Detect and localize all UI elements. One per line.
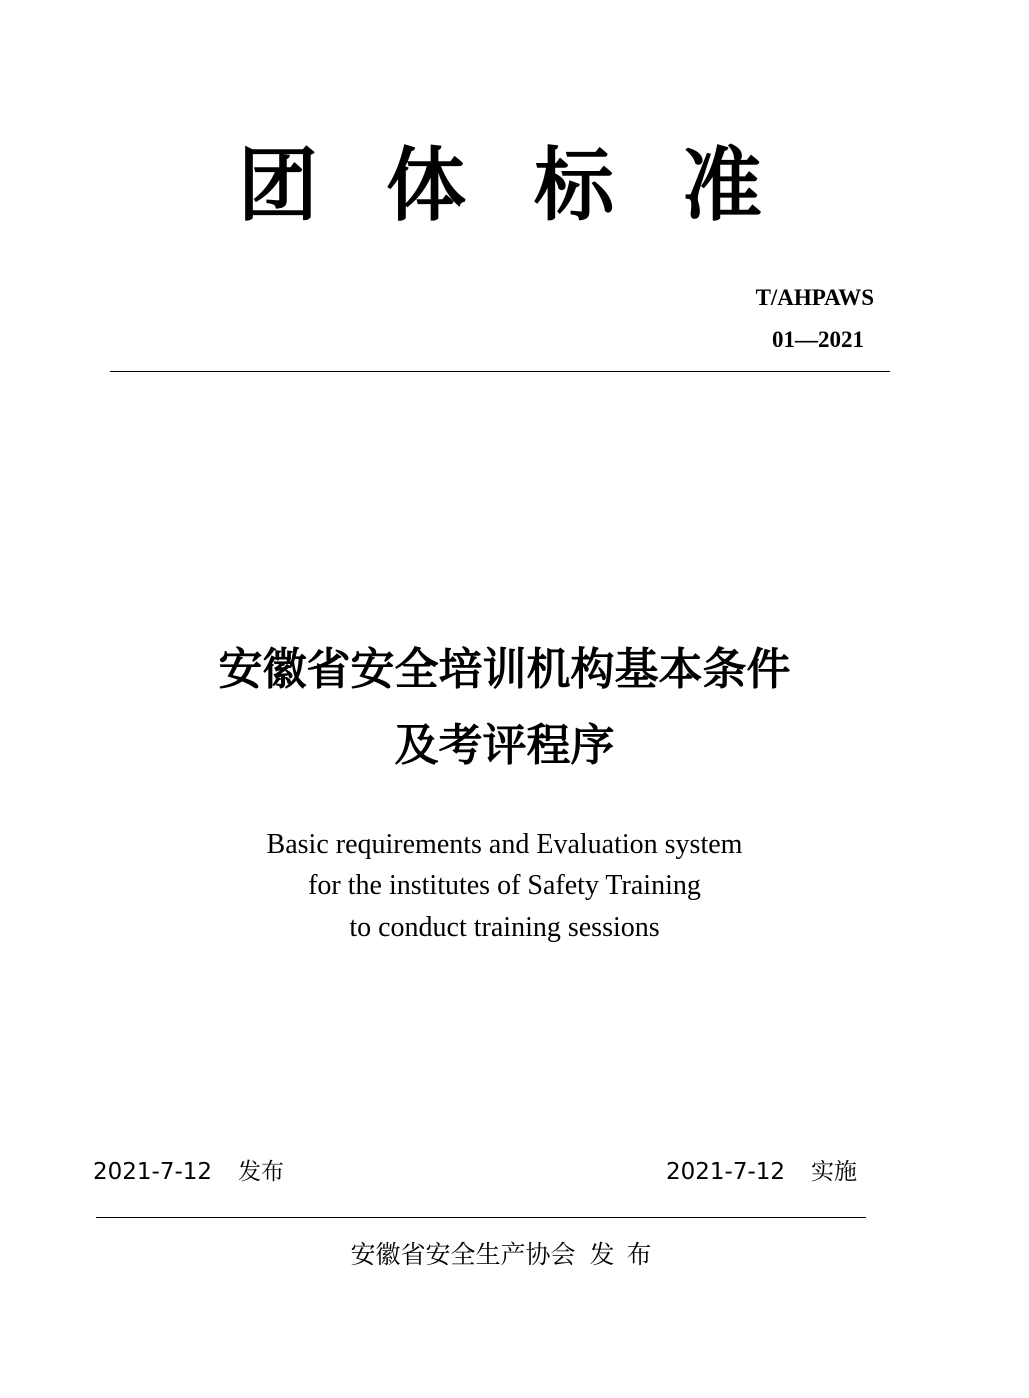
issue-date: 2021-7-12 [93,1159,213,1185]
issue-date-block [93,1156,284,1188]
cn-title-line1: 安徽省安全培训机构基本条件 [218,644,791,695]
standard-code-prefix: T/AHPAWS [755,285,874,310]
publisher-line [0,1237,1014,1273]
en-title-line1: Basic requirements and Evaluation system [266,829,743,860]
cn-title-line2: 及考评程序 [394,720,615,771]
implement-date: 2021-7-12 [666,1159,786,1185]
header-title: 团体标准 [238,139,830,232]
publisher-name: 安徽省安全生产协会 [350,1240,576,1269]
en-title-line2: for the institutes of Safety Training [308,870,701,901]
bottom-divider [96,1217,866,1218]
implement-label: 实施 [811,1159,858,1185]
implement-date-block [666,1156,857,1188]
en-title-line3: to conduct training sessions [349,912,660,943]
standard-code-number: 01—2021 [772,327,864,352]
top-divider [110,371,890,372]
issue-label: 发布 [238,1159,285,1185]
publisher-action: 发布 [589,1240,664,1269]
